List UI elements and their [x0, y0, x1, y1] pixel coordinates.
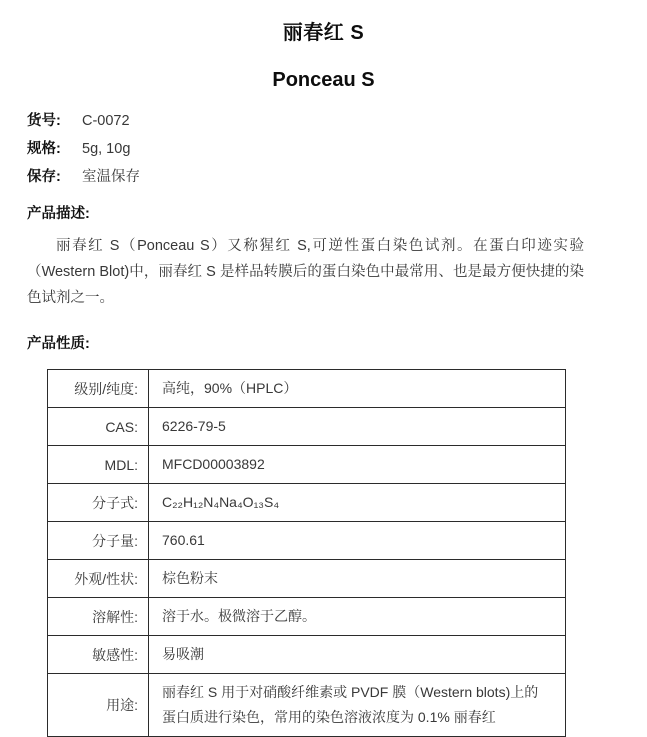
table-row [48, 484, 566, 522]
table-row [48, 636, 566, 674]
property-label: 级别/纯度: [48, 370, 149, 408]
storage-value: 室温保存 [82, 169, 140, 185]
storage-label: 保存: [27, 169, 61, 185]
table-row [48, 522, 566, 560]
properties-table [47, 369, 566, 737]
table-row [48, 598, 566, 636]
property-value: 高纯，90%（HPLC） [149, 370, 566, 408]
property-label: 用途: [48, 674, 149, 737]
table-row [48, 674, 566, 737]
property-label: 溶解性: [48, 598, 149, 636]
property-label: CAS: [48, 408, 149, 446]
property-label: 外观/性状: [48, 560, 149, 598]
info-row-size [27, 137, 607, 165]
page-content [0, 109, 647, 737]
description-text: 丽春红 S（Ponceau S）又称猩红 S,可逆性蛋白染色试剂。在蛋白印迹实验（Western Blot)中，丽春红 S 是样品转膜后的蛋白染色中最常用、也是最方便快捷的染色试剂之一。 [27, 238, 584, 306]
catalog-number-value: C-0072 [82, 113, 130, 129]
table-row [48, 370, 566, 408]
properties-heading: 产品性质: [27, 336, 90, 352]
description-heading: 产品描述: [27, 206, 90, 222]
info-row-catalog [27, 109, 607, 137]
property-label: MDL: [48, 446, 149, 484]
page-title-zh: 丽春红 S [282, 22, 365, 44]
property-value: 棕色粉末 [149, 560, 566, 598]
property-value: 溶于水。极微溶于乙醇。 [149, 598, 566, 636]
package-size-value: 5g, 10g [82, 141, 131, 157]
property-value: 760.61 [149, 522, 566, 560]
property-value: MFCD00003892 [149, 446, 566, 484]
property-label: 分子式: [48, 484, 149, 522]
property-label: 敏感性: [48, 636, 149, 674]
package-size-label: 规格: [27, 141, 61, 157]
table-row [48, 446, 566, 484]
property-value: 丽春红 S 用于对硝酸纤维素或 PVDF 膜（Western blots)上的蛋白质进行染色，常用的染色溶液浓度为 0.1% 丽春红 [149, 674, 566, 737]
property-value: 易吸潮 [149, 636, 566, 674]
info-row-storage [27, 165, 607, 193]
property-label: 分子量: [48, 522, 149, 560]
page-title-en: Ponceau S [272, 69, 375, 91]
table-row [48, 560, 566, 598]
catalog-number-label: 货号: [27, 113, 61, 129]
product-info-block [27, 109, 607, 193]
property-value: C₂₂H₁₂N₄Na₄O₁₃S₄ [149, 484, 566, 522]
property-value: 6226-79-5 [149, 408, 566, 446]
table-row [48, 408, 566, 446]
